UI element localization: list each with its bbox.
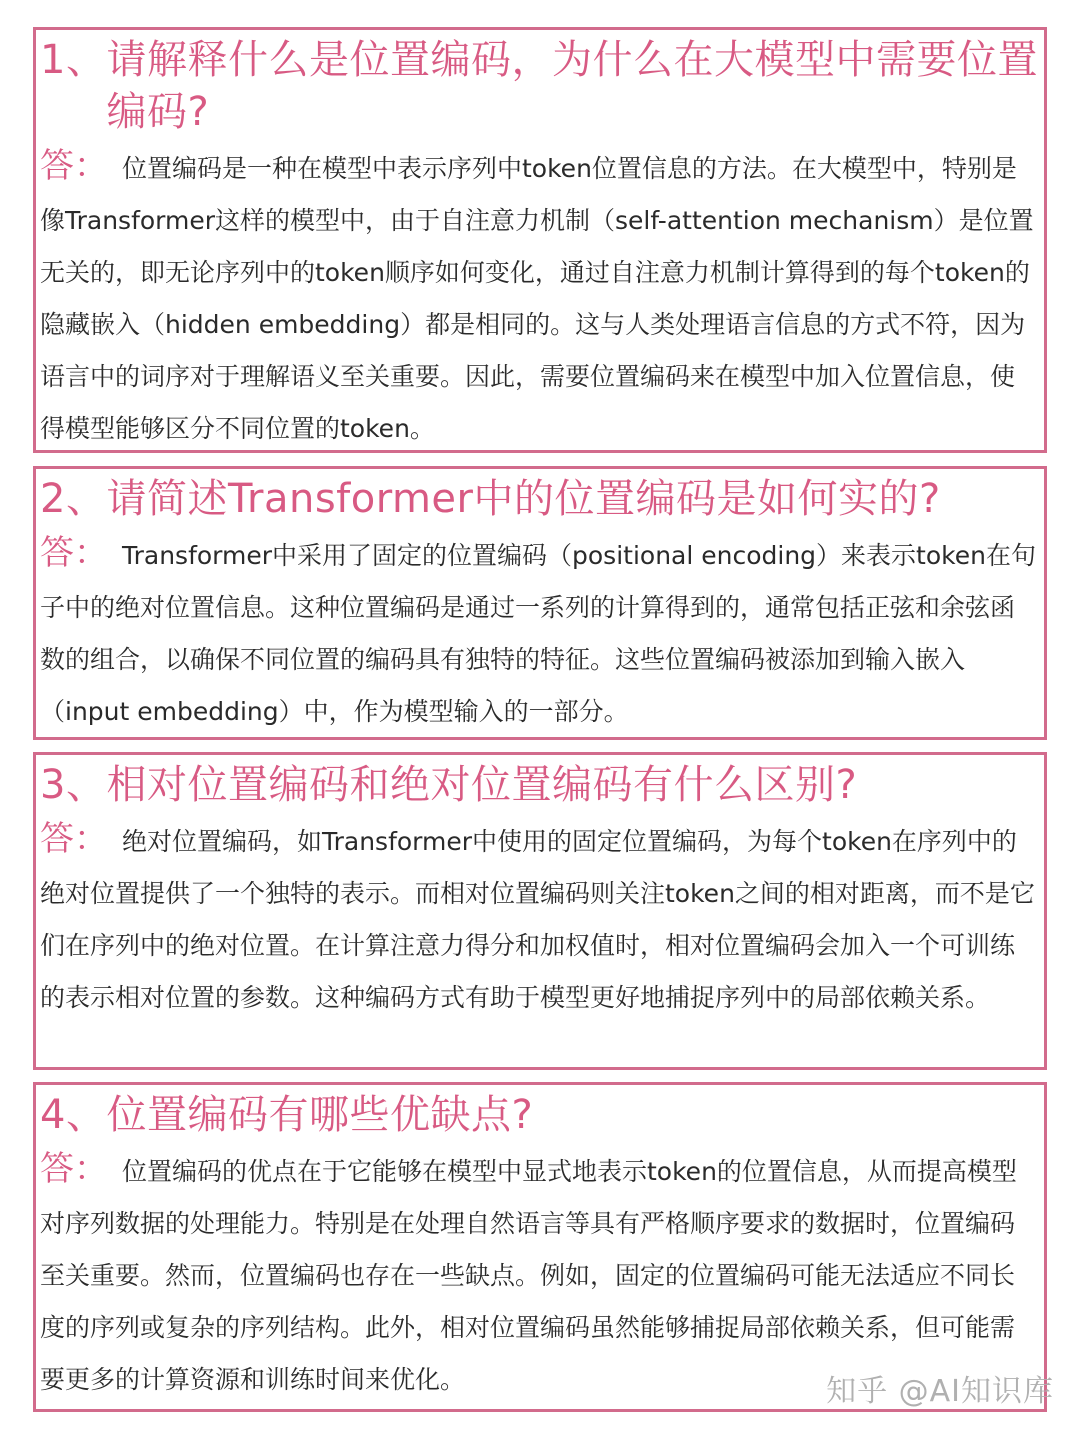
answer-label: 答：	[40, 146, 108, 186]
question-heading	[40, 473, 1038, 525]
answer-paragraph	[40, 813, 1038, 1024]
question-number: 3、	[40, 762, 107, 808]
answer-text: Transformer中采用了固定的位置编码（positional encoding）来表示token在句子中的绝对位置信息。这种位置编码是通过一系列的计算得到的，通常包括正弦和余弦函数的组合，以确保不同位置的编码具有独特的特征。这些位置编码被添加到输入嵌入（input embedding）中，作为模型输入的一部分。	[40, 541, 1036, 726]
question-text: 请解释什么是位置编码，为什么在大模型中需要位置编码?	[106, 37, 1038, 135]
question-text: 请简述Transformer中的位置编码是如何实的?	[106, 476, 941, 522]
answer-paragraph	[40, 140, 1038, 453]
answer-text: 位置编码是一种在模型中表示序列中token位置信息的方法。在大模型中，特别是像Transformer这样的模型中，由于自注意力机制（self-attention mechanism）是位置无关的，即无论序列中的token顺序如何变化，通过自注意力机制计算得到的每个token的隐藏嵌入（hidden embedding）都是相同的。这与人类处理语言信息的方式不符，因为语言中的词序对于理解语义至关重要。因此，需要位置编码来在模型中加入位置信息，使得模型能够区分不同位置的token。	[40, 154, 1034, 443]
answer-label: 答：	[40, 533, 108, 573]
question-number: 2、	[40, 476, 107, 522]
question-heading	[40, 1089, 1038, 1141]
qa-card-3	[33, 752, 1047, 1070]
question-heading	[40, 34, 1038, 138]
qa-card-4	[33, 1082, 1047, 1412]
answer-text: 位置编码的优点在于它能够在模型中显式地表示token的位置信息，从而提高模型对序列数据的处理能力。特别是在处理自然语言等具有严格顺序要求的数据时，位置编码至关重要。然而，位置编码也存在一些缺点。例如，固定的位置编码可能无法适应不同长度的序列或复杂的序列结构。此外，相对位置编码虽然能够捕捉局部依赖关系，但可能需要更多的计算资源和训练时间来优化。	[40, 1157, 1017, 1394]
answer-paragraph	[40, 527, 1038, 738]
qa-card-2	[33, 466, 1047, 740]
answer-label: 答：	[40, 819, 108, 859]
answer-text: 绝对位置编码，如Transformer中使用的固定位置编码，为每个token在序列中的绝对位置提供了一个独特的表示。而相对位置编码则关注token之间的相对距离，而不是它们在序列中的绝对位置。在计算注意力得分和加权值时，相对位置编码会加入一个可训练的表示相对位置的参数。这种编码方式有助于模型更好地捕捉序列中的局部依赖关系。	[40, 827, 1035, 1012]
question-number: 4、	[40, 1092, 107, 1138]
question-number: 1、	[40, 37, 107, 83]
question-heading	[40, 759, 1038, 811]
watermark: 知乎 @AI知识库	[826, 1374, 1054, 1409]
answer-label: 答：	[40, 1149, 108, 1189]
question-text: 相对位置编码和绝对位置编码有什么区别?	[106, 762, 858, 808]
qa-card-1	[33, 27, 1047, 453]
question-text: 位置编码有哪些优缺点?	[106, 1092, 534, 1138]
